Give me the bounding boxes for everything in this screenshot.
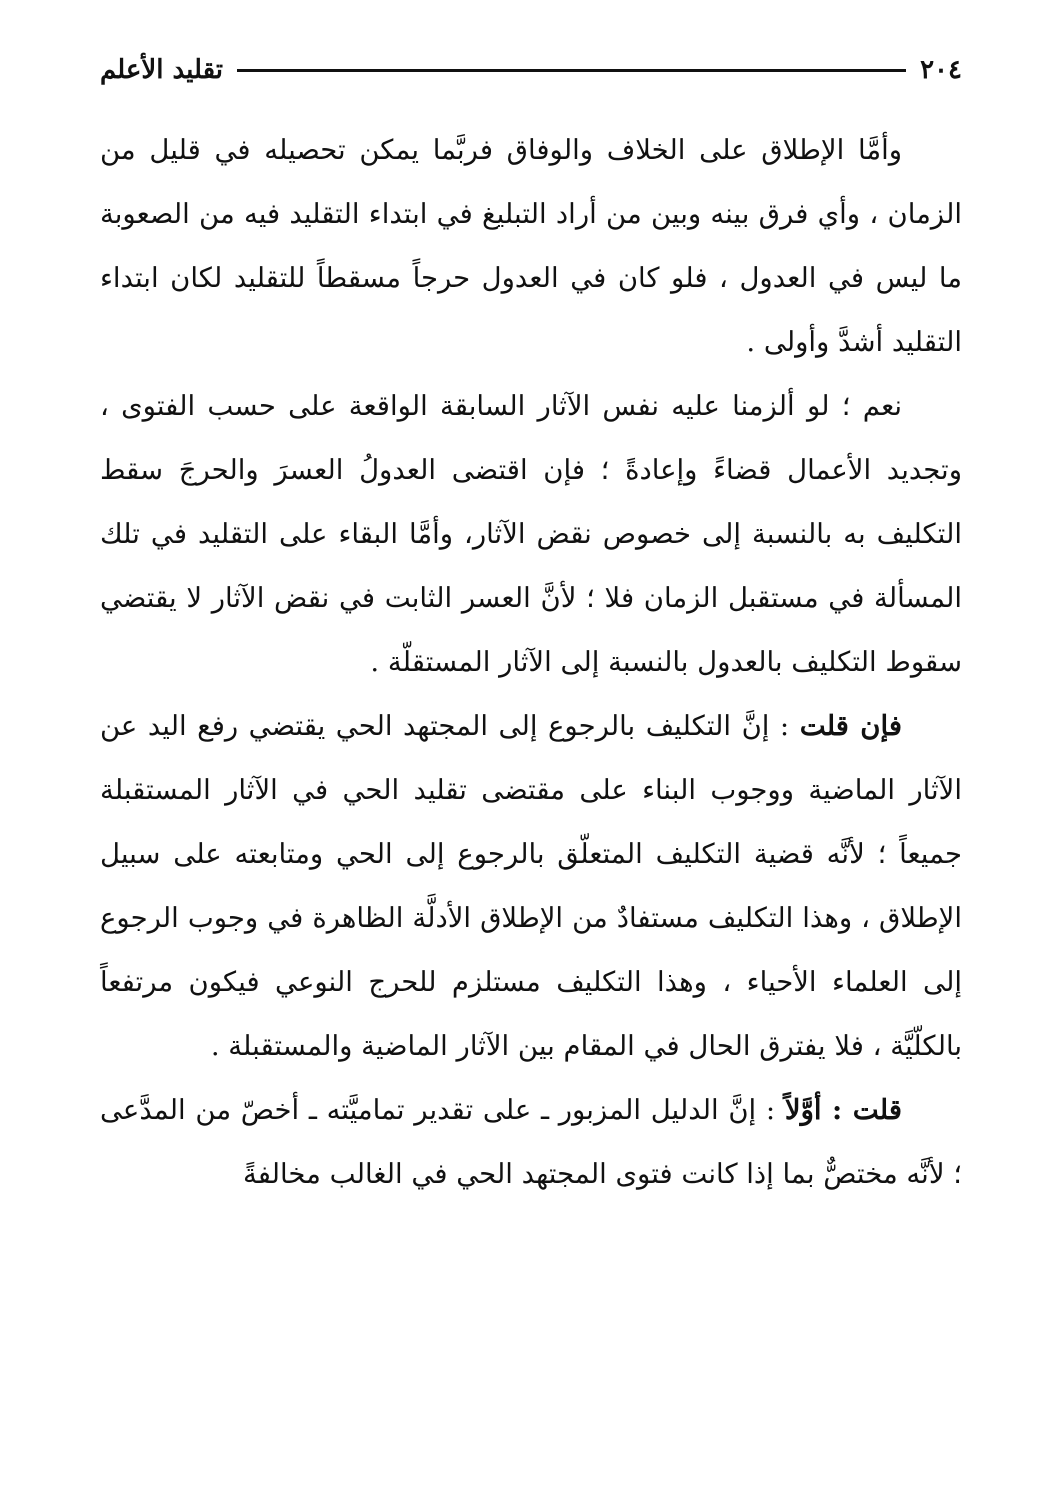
paragraph-2 [100, 374, 962, 694]
paragraph-text: : إنَّ الدليل المزبور ـ على تقدير تماميَّته ـ أخصّ من المدَّعى ؛ لأنَّه مختصٌّ بما إذا كانت فتوى المجتهد الحي في الغالب مخالفةً [100, 1094, 962, 1190]
paragraph-text: : إنَّ التكليف بالرجوع إلى المجتهد الحي يقتضي رفع اليد عن الآثار الماضية ووجوب البناء على مقتضى تقليد الحي في الآثار المستقبلة جميعاً ؛ لأنَّه قضية التكليف المتعلّق بالرجوع إلى الحي ومتابعته على سبيل الإطلاق ، وهذا التكليف مستفادٌ من الإطلاق الأدلَّة الظاهرة في وجوب الرجوع إلى العلماء الأحياء ، وهذا التكليف مستلزم للحرج النوعي فيكون مرتفعاً بالكلّيَّة ، فلا يفترق الحال في المقام بين الآثار الماضية والمستقبلة . [100, 710, 962, 1062]
book-title: تقليد الأعلم [100, 55, 224, 85]
header-rule [237, 69, 906, 72]
paragraph-text: وأمَّا الإطلاق على الخلاف والوفاق فربَّما يمكن تحصيله في قليل من الزمان ، وأي فرق بينه وبين من أراد التبليغ في ابتداء التقليد فيه من الصعوبة ما ليس في العدول ، فلو كان في العدول حرجاً مسقطاً للتقليد لكان ابتداء التقليد أشدَّ وأولى . [100, 134, 962, 358]
paragraph-4 [100, 1078, 962, 1206]
paragraph-1 [100, 118, 962, 374]
page-number: ٢٠٤ [920, 55, 962, 85]
paragraph-text: نعم ؛ لو ألزمنا عليه نفس الآثار السابقة الواقعة على حسب الفتوى ، وتجديد الأعمال قضاءً وإعادةً ؛ فإن اقتضى العدولُ العسرَ والحرجَ سقط التكليف به بالنسبة إلى خصوص نقض الآثار، وأمَّا البقاء على التقليد في تلك المسألة في مستقبل الزمان فلا ؛ لأنَّ العسر الثابت في نقض الآثار لا يقتضي سقوط التكليف بالعدول بالنسبة إلى الآثار المستقلّة . [100, 390, 962, 678]
running-header [100, 50, 962, 90]
paragraph-3 [100, 694, 962, 1078]
paragraph-lead: قلت : أوَّلاً [784, 1094, 903, 1126]
body-text [100, 118, 962, 1206]
paragraph-lead: فإن قلت [799, 710, 902, 742]
